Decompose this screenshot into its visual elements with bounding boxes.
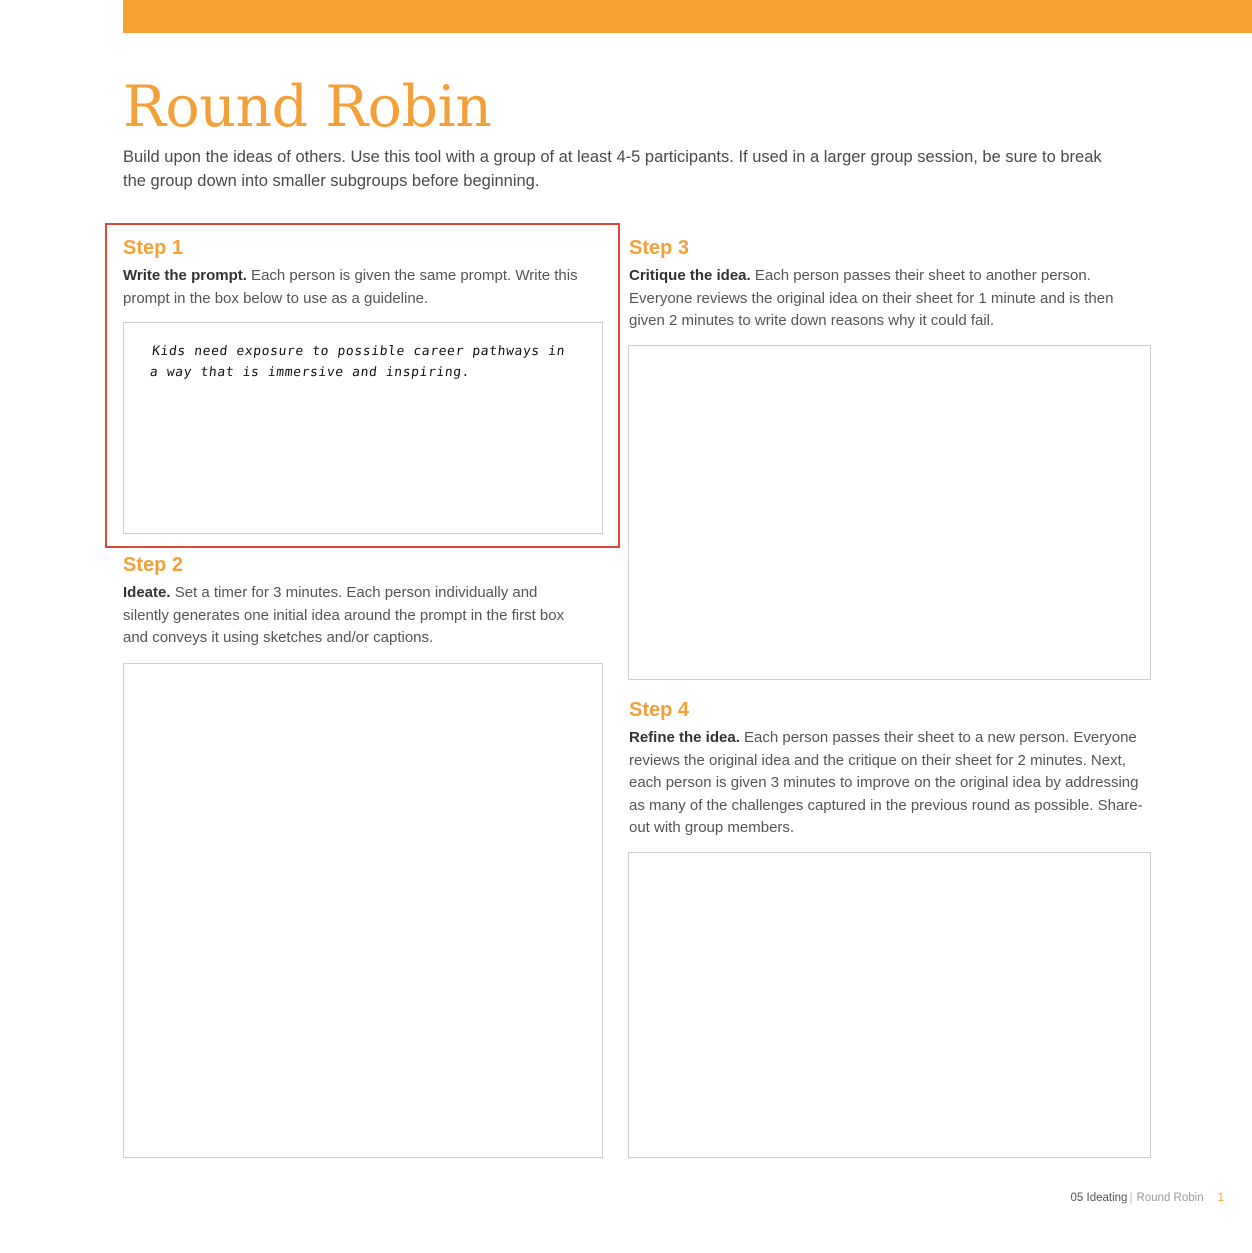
step-2 <box>123 552 583 650</box>
step-1-handwritten-prompt: Kids need exposure to possible career pathways in a way that is immersive and inspiring. <box>149 344 566 380</box>
step-1-heading: Step 1 <box>123 237 184 259</box>
step-3 <box>629 235 1149 333</box>
step-4 <box>629 697 1154 840</box>
page-footer <box>1071 1192 1224 1204</box>
step-2-lead: Ideate. <box>123 584 171 601</box>
footer-tool-name: Round Robin <box>1136 1192 1204 1204</box>
step-4-refine-box[interactable] <box>628 852 1151 1158</box>
step-1-lead: Write the prompt. <box>123 267 247 284</box>
step-2-instructions <box>123 582 583 650</box>
step-3-lead: Critique the idea. <box>629 267 751 284</box>
footer-section: 05 Ideating <box>1070 1192 1128 1204</box>
top-accent-bar <box>123 0 1252 33</box>
step-3-text: Each person passes their sheet to another person. Everyone reviews the original idea on their sheet for 1 minute and is then given 2 minutes to write down reasons why it could fail. <box>629 267 1114 329</box>
step-3-instructions <box>629 265 1149 333</box>
step-2-heading: Step 2 <box>123 554 184 576</box>
step-2-text: Set a timer for 3 minutes. Each person individually and silently generates one initial idea around the prompt in the first box and conveys it using sketches and/or captions. <box>123 584 565 646</box>
footer-page-number: 1 <box>1217 1192 1224 1204</box>
step-2-idea-box[interactable] <box>123 663 603 1158</box>
step-3-critique-box[interactable] <box>628 345 1151 680</box>
step-1-highlight-frame <box>105 223 620 548</box>
step-4-instructions <box>629 727 1154 840</box>
step-3-heading: Step 3 <box>629 237 690 259</box>
page-title: Round Robin <box>123 74 492 140</box>
step-4-text: Each person passes their sheet to a new person. Everyone reviews the original idea and the critique on their sheet for 2 minutes. Next, each person is given 3 minutes to improve on the original idea by addressing as many of the challenges captured in the previous round as possible. Share-out with group members. <box>629 729 1143 836</box>
step-1-text: Each person is given the same prompt. Write this prompt in the box below to use as a guideline. <box>123 267 578 307</box>
step-4-heading: Step 4 <box>629 699 690 721</box>
step-4-lead: Refine the idea. <box>629 729 740 746</box>
footer-separator: | <box>1129 1192 1133 1204</box>
page-intro: Build upon the ideas of others. Use this tool with a group of at least 4-5 participants. If used in a larger group session, be sure to break the group down into smaller subgroups before beginning. <box>123 148 1102 190</box>
